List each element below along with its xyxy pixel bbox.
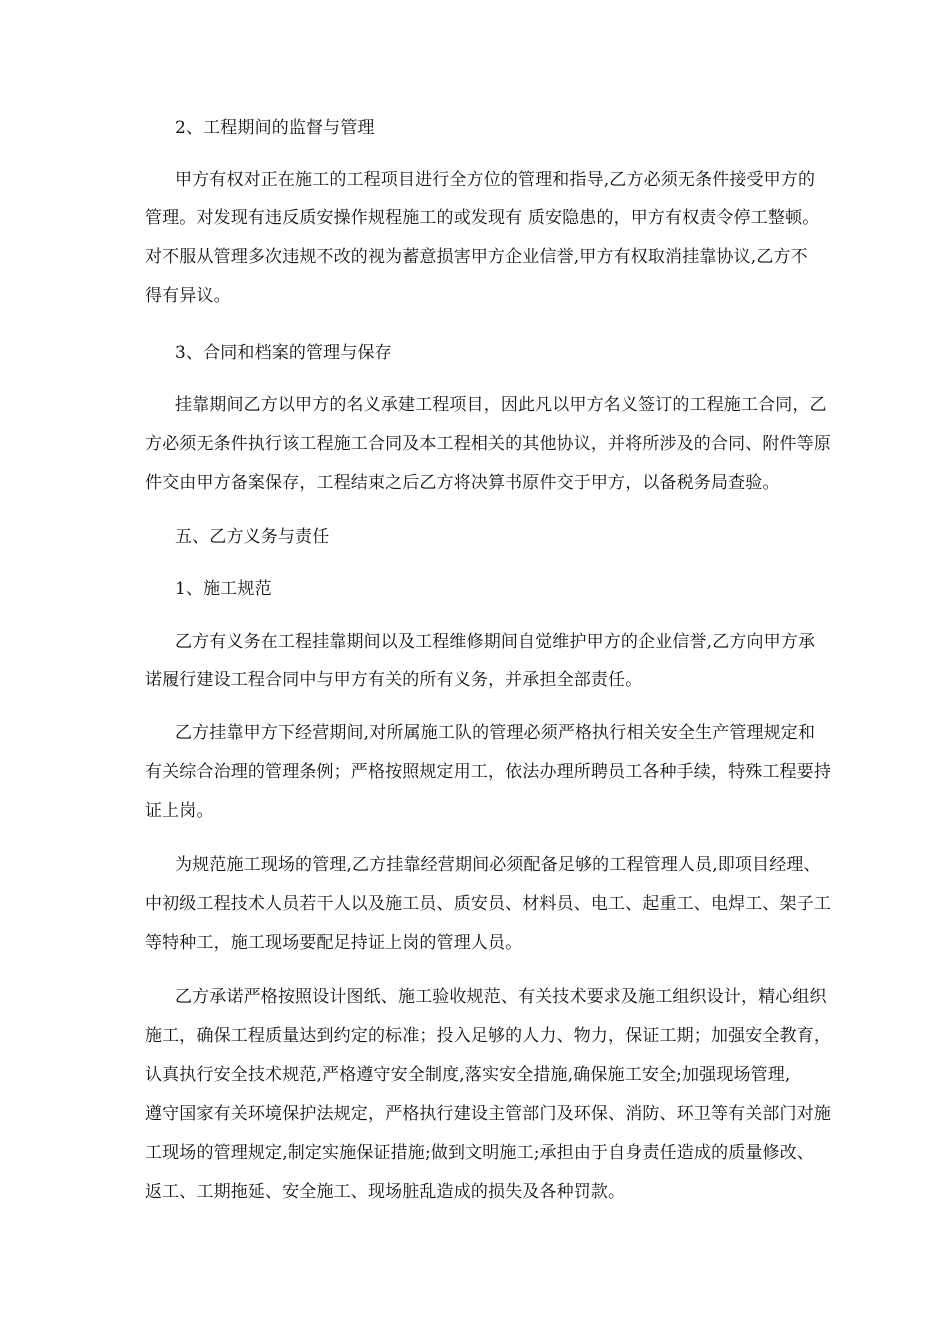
paragraph-line: 证上岗。	[145, 801, 214, 821]
paragraph-line: 中初级工程技术人员若干人以及施工员、质安员、材料员、电工、起重工、电焊工、架子工	[145, 894, 831, 914]
paragraph-line: 施工，确保工程质量达到约定的标准；投入足够的人力、物力，保证工期；加强安全教育，	[145, 1026, 831, 1046]
paragraph-line: 认真执行安全技术规范,严格遵守安全制度,落实安全措施,确保施工安全;加强现场管理,	[145, 1065, 791, 1085]
paragraph-line: 得有异议。	[145, 286, 231, 306]
paragraph-line: 遵守国家有关环境保护法规定，严格执行建设主管部门及环保、消防、环卫等有关部门对施	[145, 1104, 831, 1124]
paragraph-line: 对不服从管理多次违规不改的视为蓄意损害甲方企业信誉,甲方有权取消挂靠协议,乙方不	[145, 247, 808, 267]
section-heading-5-1: 1、施工规范	[175, 579, 272, 599]
paragraph-line: 方必须无条件执行该工程施工合同及本工程相关的其他协议，并将所涉及的合同、附件等原	[145, 434, 831, 454]
paragraph-line: 管理。对发现有违反质安操作规程施工的或发现有 质安隐患的，甲方有权责令停工整顿。	[145, 208, 820, 228]
paragraph-line: 乙方挂靠甲方下经营期间,对所属施工队的管理必须严格执行相关安全生产管理规定和	[175, 723, 816, 743]
paragraph-line: 甲方有权对正在施工的工程项目进行全方位的管理和指导,乙方必须无条件接受甲方的	[175, 170, 816, 190]
section-heading-5: 五、乙方义务与责任	[175, 527, 330, 547]
section-heading-3: 3、合同和档案的管理与保存	[175, 343, 392, 363]
paragraph-line: 为规范施工现场的管理,乙方挂靠经营期间必须配备足够的工程管理人员,即项目经理、	[175, 855, 821, 875]
paragraph-line: 有关综合治理的管理条例；严格按照规定用工，依法办理所聘员工各种手续，特殊工程要持	[145, 762, 831, 782]
paragraph-line: 等特种工，施工现场要配足持证上岗的管理人员。	[145, 933, 523, 953]
section-heading-2: 2、工程期间的监督与管理	[175, 118, 375, 138]
paragraph-line: 工现场的管理规定,制定实施保证措施;做到文明施工;承担由于自身责任造成的质量修改、	[145, 1143, 815, 1163]
paragraph-line: 件交由甲方备案保存，工程结束之后乙方将决算书原件交于甲方，以备税务局查验。	[145, 473, 780, 493]
paragraph-line: 挂靠期间乙方以甲方的名义承建工程项目，因此凡以甲方名义签订的工程施工合同，乙	[175, 395, 827, 415]
paragraph-line: 乙方承诺严格按照设计图纸、施工验收规范、有关技术要求及施工组织设计，精心组织	[175, 987, 827, 1007]
paragraph-line: 返工、工期拖延、安全施工、现场脏乱造成的损失及各种罚款。	[145, 1182, 626, 1202]
paragraph-line: 乙方有义务在工程挂靠期间以及工程维修期间自觉维护甲方的企业信誉,乙方向甲方承	[175, 632, 816, 652]
paragraph-line: 诺履行建设工程合同中与甲方有关的所有义务，并承担全部责任。	[145, 670, 643, 690]
